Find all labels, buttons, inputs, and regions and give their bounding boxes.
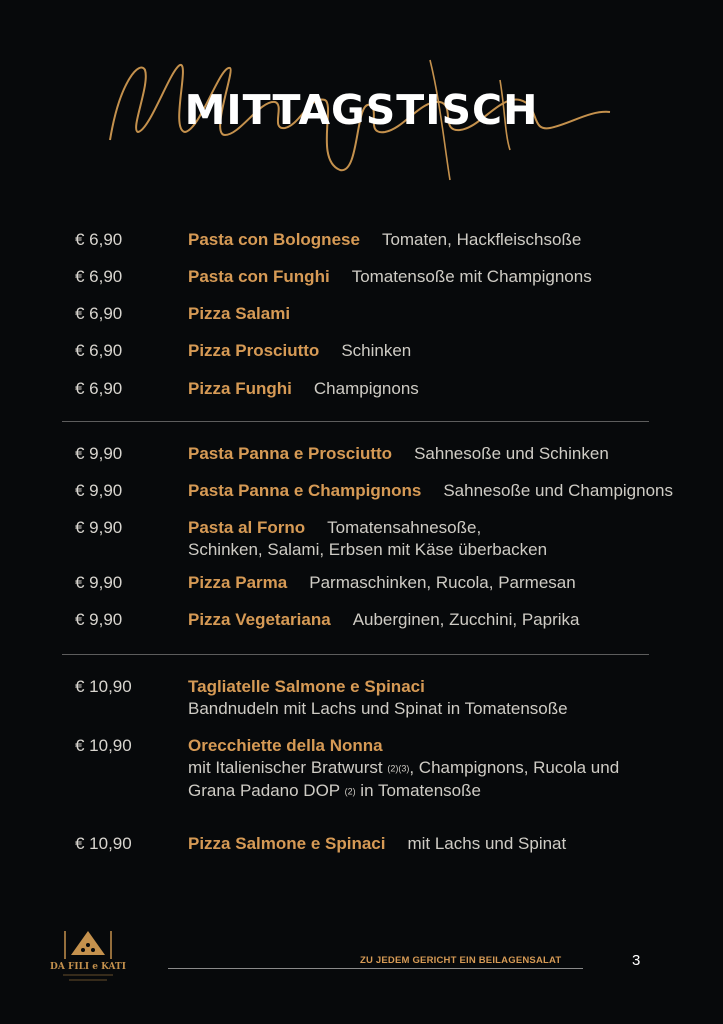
item-detail: Tomatensahnesoße, — [327, 518, 482, 537]
item-detail: Auberginen, Zucchini, Paprika — [352, 610, 580, 629]
item-detail-line-2-cont: in Tomatensoße — [355, 780, 481, 800]
restaurant-logo — [50, 925, 126, 987]
item-detail-cont: , Champignons, Rucola und — [409, 758, 620, 777]
item-price: € 6,90 — [75, 304, 123, 323]
item-detail: Tomatensoße mit Champignons — [351, 267, 592, 286]
item-price: € 9,90 — [75, 518, 123, 537]
item-detail: Schinken — [341, 341, 412, 360]
item-detail: Sahnesoße und Schinken — [414, 444, 609, 463]
item-detail: Tomaten, Hackfleischsoße — [381, 230, 582, 249]
item-price: € 9,90 — [75, 481, 123, 500]
script-title-text: Mittagstisch — [100, 40, 106, 41]
item-price: € 6,90 — [75, 267, 123, 286]
item-name: Orecchiette della Nonna — [188, 736, 383, 755]
item-name: Tagliatelle Salmone e Spinaci — [188, 677, 425, 696]
item-detail: mit Lachs und Spinat — [407, 834, 567, 853]
section-divider — [62, 421, 649, 422]
allergen-note: (2)(3) — [387, 763, 410, 774]
page-number: 3 — [632, 952, 641, 969]
item-price: € 9,90 — [75, 610, 123, 629]
item-name: Pasta con Bolognese — [188, 230, 360, 249]
item-name: Pizza Funghi — [188, 379, 292, 398]
item-name: Pasta al Forno — [188, 518, 306, 537]
item-name: Pizza Prosciutto — [188, 341, 320, 360]
item-name: Pizza Salmone e Spinaci — [188, 834, 386, 853]
page-title: MITTAGSTISCH — [184, 86, 539, 134]
item-price: € 6,90 — [75, 341, 123, 360]
item-name: Pasta Panna e Prosciutto — [188, 444, 393, 463]
item-detail: mit Italienischer Bratwurst — [188, 758, 383, 777]
item-detail: Bandnudeln mit Lachs und Spinat in Tomatensoße — [188, 699, 568, 718]
item-name: Pizza Vegetariana — [188, 610, 331, 629]
allergen-note: (2) — [344, 786, 356, 797]
footer-divider — [168, 968, 583, 969]
item-detail: Sahnesoße und Champignons — [443, 481, 674, 500]
item-price: € 10,90 — [75, 677, 132, 696]
item-name: Pasta con Funghi — [188, 267, 330, 286]
item-price: € 9,90 — [75, 444, 123, 463]
footer-note: ZU JEDEM GERICHT EIN BEILAGENSALAT — [360, 955, 562, 966]
item-name: Pizza Salami — [188, 304, 291, 323]
item-detail-line-2: Grana Padano DOP — [188, 780, 340, 800]
item-price: € 6,90 — [75, 230, 123, 249]
item-detail-line-2: Schinken, Salami, Erbsen mit Käse überbacken — [188, 540, 548, 559]
item-price: € 9,90 — [75, 573, 123, 592]
item-name: Pasta Panna e Champignons — [188, 481, 422, 500]
item-price: € 10,90 — [75, 736, 132, 755]
item-name: Pizza Parma — [188, 573, 288, 592]
item-detail: Champignons — [313, 379, 419, 398]
logo-text: DA FILI e KATI — [50, 962, 126, 972]
item-price: € 6,90 — [75, 379, 123, 398]
item-detail: Parmaschinken, Rucola, Parmesan — [309, 573, 576, 592]
section-divider — [62, 654, 649, 655]
item-price: € 10,90 — [75, 834, 132, 853]
